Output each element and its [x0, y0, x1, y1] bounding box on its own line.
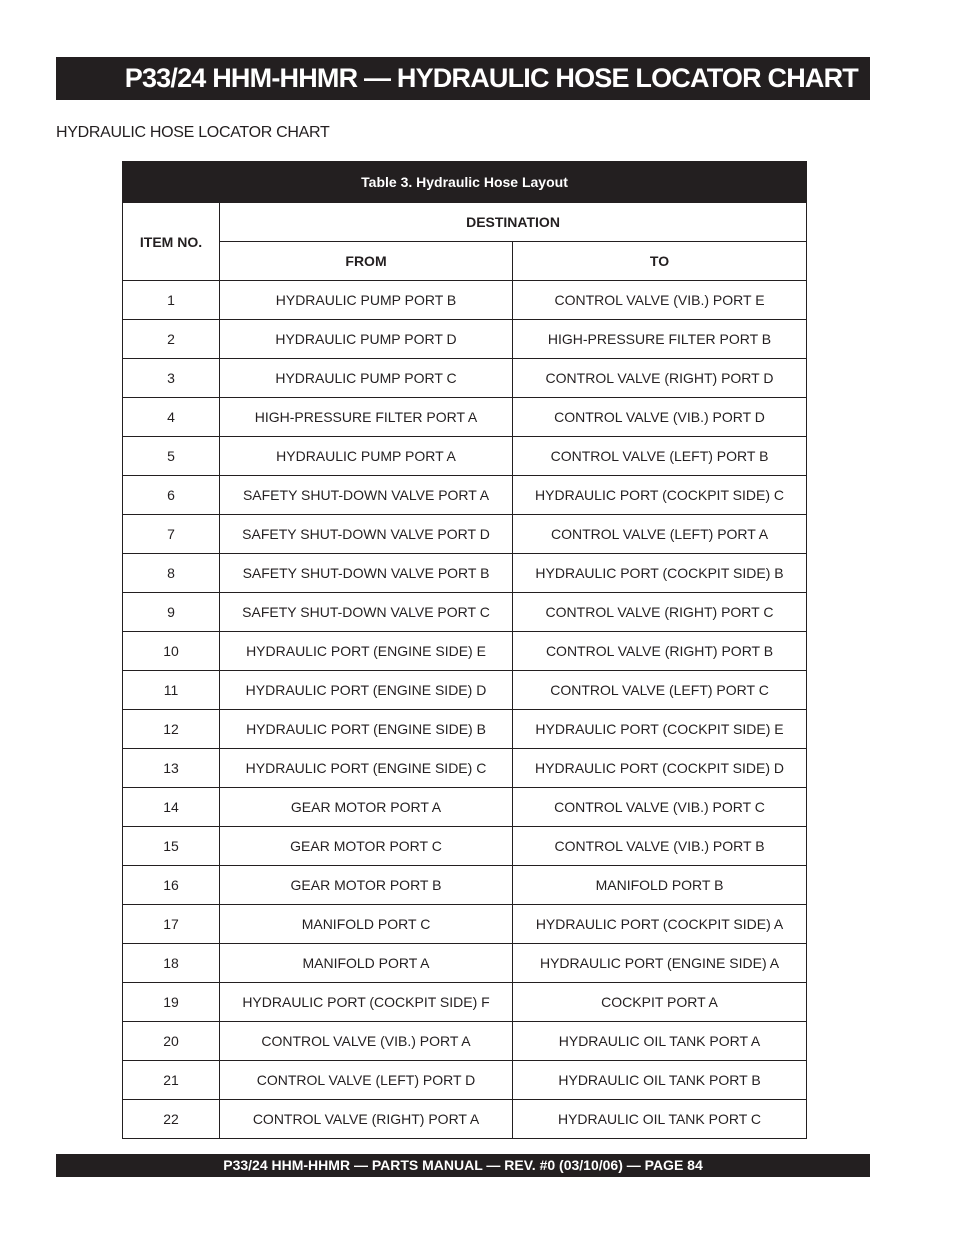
- item-no-cell: 7: [123, 515, 220, 554]
- page-title: P33/24 HHM-HHMR — HYDRAULIC HOSE LOCATOR CHART: [56, 57, 870, 100]
- to-cell: HYDRAULIC OIL TANK PORT B: [513, 1061, 807, 1100]
- item-no-cell: 20: [123, 1022, 220, 1061]
- from-cell: GEAR MOTOR PORT A: [220, 788, 513, 827]
- item-no-cell: 13: [123, 749, 220, 788]
- to-cell: CONTROL VALVE (RIGHT) PORT D: [513, 359, 807, 398]
- from-cell: HYDRAULIC PUMP PORT A: [220, 437, 513, 476]
- to-cell: CONTROL VALVE (RIGHT) PORT B: [513, 632, 807, 671]
- to-cell: CONTROL VALVE (VIB.) PORT D: [513, 398, 807, 437]
- item-no-cell: 14: [123, 788, 220, 827]
- table-row: [123, 710, 807, 749]
- to-cell: CONTROL VALVE (LEFT) PORT C: [513, 671, 807, 710]
- table-row: [123, 671, 807, 710]
- to-cell: COCKPIT PORT A: [513, 983, 807, 1022]
- table-row: [123, 944, 807, 983]
- to-cell: CONTROL VALVE (LEFT) PORT A: [513, 515, 807, 554]
- table-row: [123, 749, 807, 788]
- table-row: [123, 281, 807, 320]
- from-cell: CONTROL VALVE (LEFT) PORT D: [220, 1061, 513, 1100]
- from-cell: CONTROL VALVE (VIB.) PORT A: [220, 1022, 513, 1061]
- from-cell: HIGH-PRESSURE FILTER PORT A: [220, 398, 513, 437]
- item-no-cell: 4: [123, 398, 220, 437]
- item-no-cell: 1: [123, 281, 220, 320]
- table-row: [123, 554, 807, 593]
- table-row: [123, 1100, 807, 1139]
- to-cell: CONTROL VALVE (RIGHT) PORT C: [513, 593, 807, 632]
- from-cell: HYDRAULIC PORT (ENGINE SIDE) B: [220, 710, 513, 749]
- column-header-to: TO: [513, 242, 807, 281]
- table-row: [123, 983, 807, 1022]
- table-row: [123, 788, 807, 827]
- item-no-cell: 5: [123, 437, 220, 476]
- from-cell: CONTROL VALVE (RIGHT) PORT A: [220, 1100, 513, 1139]
- to-cell: HYDRAULIC PORT (COCKPIT SIDE) D: [513, 749, 807, 788]
- from-cell: HYDRAULIC PUMP PORT B: [220, 281, 513, 320]
- from-cell: HYDRAULIC PUMP PORT D: [220, 320, 513, 359]
- table-row: [123, 515, 807, 554]
- from-cell: HYDRAULIC PORT (COCKPIT SIDE) F: [220, 983, 513, 1022]
- table-caption: Table 3. Hydraulic Hose Layout: [123, 162, 807, 203]
- table-row: [123, 437, 807, 476]
- from-cell: GEAR MOTOR PORT B: [220, 866, 513, 905]
- table-body: [123, 281, 807, 1139]
- from-cell: HYDRAULIC PUMP PORT C: [220, 359, 513, 398]
- table-row: [123, 905, 807, 944]
- to-cell: HYDRAULIC PORT (COCKPIT SIDE) B: [513, 554, 807, 593]
- from-cell: HYDRAULIC PORT (ENGINE SIDE) E: [220, 632, 513, 671]
- column-header-from: FROM: [220, 242, 513, 281]
- section-heading: HYDRAULIC HOSE LOCATOR CHART: [56, 124, 330, 141]
- from-cell: HYDRAULIC PORT (ENGINE SIDE) C: [220, 749, 513, 788]
- table-row: [123, 1061, 807, 1100]
- item-no-cell: 11: [123, 671, 220, 710]
- column-header-destination: DESTINATION: [220, 203, 807, 242]
- table-row: [123, 320, 807, 359]
- from-cell: MANIFOLD PORT C: [220, 905, 513, 944]
- to-cell: MANIFOLD PORT B: [513, 866, 807, 905]
- to-cell: HYDRAULIC PORT (ENGINE SIDE) A: [513, 944, 807, 983]
- table-row: [123, 359, 807, 398]
- table-row: [123, 1022, 807, 1061]
- item-no-cell: 10: [123, 632, 220, 671]
- to-cell: HYDRAULIC PORT (COCKPIT SIDE) C: [513, 476, 807, 515]
- to-cell: CONTROL VALVE (VIB.) PORT E: [513, 281, 807, 320]
- item-no-cell: 12: [123, 710, 220, 749]
- item-no-cell: 17: [123, 905, 220, 944]
- to-cell: CONTROL VALVE (VIB.) PORT C: [513, 788, 807, 827]
- item-no-cell: 21: [123, 1061, 220, 1100]
- page-footer: P33/24 HHM-HHMR — PARTS MANUAL — REV. #0 (03/10/06) — PAGE 84: [56, 1154, 870, 1177]
- item-no-cell: 22: [123, 1100, 220, 1139]
- item-no-cell: 16: [123, 866, 220, 905]
- table-row: [123, 593, 807, 632]
- table-row: [123, 632, 807, 671]
- from-cell: SAFETY SHUT-DOWN VALVE PORT C: [220, 593, 513, 632]
- table-row: [123, 476, 807, 515]
- item-no-cell: 6: [123, 476, 220, 515]
- from-cell: MANIFOLD PORT A: [220, 944, 513, 983]
- item-no-cell: 15: [123, 827, 220, 866]
- from-cell: SAFETY SHUT-DOWN VALVE PORT A: [220, 476, 513, 515]
- hose-layout-table: [122, 161, 807, 1139]
- item-no-cell: 9: [123, 593, 220, 632]
- item-no-cell: 3: [123, 359, 220, 398]
- from-cell: SAFETY SHUT-DOWN VALVE PORT D: [220, 515, 513, 554]
- to-cell: CONTROL VALVE (LEFT) PORT B: [513, 437, 807, 476]
- item-no-cell: 18: [123, 944, 220, 983]
- item-no-cell: 2: [123, 320, 220, 359]
- table-row: [123, 398, 807, 437]
- item-no-cell: 8: [123, 554, 220, 593]
- item-no-cell: 19: [123, 983, 220, 1022]
- from-cell: HYDRAULIC PORT (ENGINE SIDE) D: [220, 671, 513, 710]
- table-row: [123, 827, 807, 866]
- to-cell: HYDRAULIC OIL TANK PORT A: [513, 1022, 807, 1061]
- to-cell: HYDRAULIC PORT (COCKPIT SIDE) A: [513, 905, 807, 944]
- to-cell: HYDRAULIC PORT (COCKPIT SIDE) E: [513, 710, 807, 749]
- to-cell: CONTROL VALVE (VIB.) PORT B: [513, 827, 807, 866]
- from-cell: SAFETY SHUT-DOWN VALVE PORT B: [220, 554, 513, 593]
- to-cell: HYDRAULIC OIL TANK PORT C: [513, 1100, 807, 1139]
- to-cell: HIGH-PRESSURE FILTER PORT B: [513, 320, 807, 359]
- table-row: [123, 866, 807, 905]
- column-header-item-no: ITEM NO.: [123, 203, 220, 281]
- from-cell: GEAR MOTOR PORT C: [220, 827, 513, 866]
